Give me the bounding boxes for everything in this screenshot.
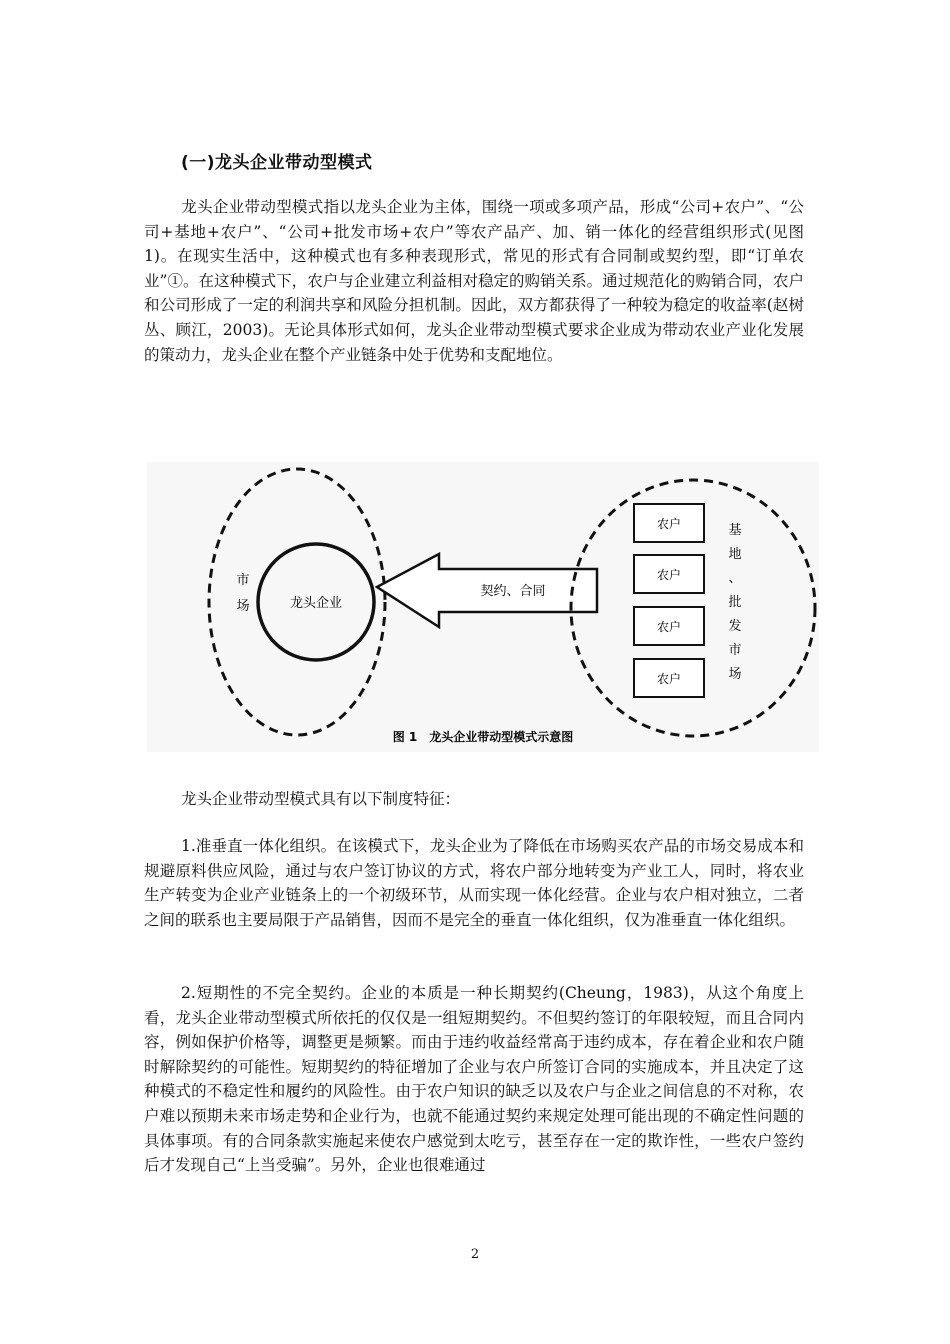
- feature-2-paragraph: [144, 981, 804, 1178]
- intro-paragraph-text: 龙头企业带动型模式指以龙头企业为主体，围绕一项或多项产品，形成“公司+农户”、“公司+基地+农户”、“公司+批发市场+农户”等农产品产、加、销一体化的经营组织形式(见图 1)。在现实生活中，这种模式也有多种表现形式，常见的形式有合同制或契约型，即“订单农业”①。在这种模式下，农户与企业建立利益相对稳定的购销关系。通过规范化的购销合同，农户和公司形成了一定的利润共享和风险分担机制。因此，双方都获得了一种较为稳定的收益率(赵树丛、顾江，2003)。无论具体形式如何，龙头企业带动型模式要求企业成为带动农业产业化发展的策动力，龙头企业在整个产业链条中处于优势和支配地位。: [144, 198, 804, 364]
- section-heading: (一)龙头企业带动型模式: [181, 153, 373, 173]
- farmer-box-2-label: 农户: [656, 568, 682, 582]
- base-label-char-4: 批: [728, 595, 742, 610]
- farmer-box-3-label: 农户: [656, 620, 682, 634]
- feature-2-text: 2.短期性的不完全契约。企业的本质是一种长期契约(Cheung，1983)，从这个角度上看，龙头企业带动型模式所依托的仅仅是一组短期契约。不但契约签订的年限较短，而且合同内容，例如保护价格等，调整更是频繁。而由于违约收益经常高于违约成本，存在着企业和农户随时解除契约的可能性。短期契约的特征增加了企业与农户所签订合同的实施成本，并且决定了这种模式的不稳定性和履约的风险性。由于农户知识的缺乏以及农户与企业之间信息的不对称，农户难以预期未来市场走势和企业行为，也就不能通过契约来规定处理可能出现的不确定性问题的具体事项。有的合同条款实施起来使农户感觉到太吃亏，甚至存在一定的欺诈性，一些农户签约后才发现自己“上当受骗”。另外，企业也很难通过: [144, 984, 804, 1175]
- market-label-top: 市: [236, 573, 250, 588]
- figure-1-diagram: [147, 462, 819, 752]
- farmer-box-1-label: 农户: [656, 517, 682, 531]
- base-label-char-1: 基: [728, 523, 742, 538]
- figure-caption: 图 1 龙头企业带动型模式示意图: [392, 730, 574, 744]
- feature-1-text: 1.准垂直一体化组织。在该模式下，龙头企业为了降低在市场购买农产品的市场交易成本和规避原料供应风险，通过与农户签订协议的方式，将农户部分地转变为产业工人，同时，将农业生产转变为企业产业链条上的一个初级环节，从而实现一体化经营。企业与农户相对独立，二者之间的联系也主要局限于产品销售，因而不是完全的垂直一体化组织，仅为准垂直一体化组织。: [144, 837, 804, 929]
- intro-paragraph: [144, 195, 804, 367]
- base-label-char-2: 地: [728, 547, 742, 562]
- base-label-char-5: 发: [728, 619, 742, 634]
- base-label-char-7: 场: [728, 667, 742, 682]
- enterprise-label: 龙头企业: [289, 596, 343, 611]
- arrow-label: 契约、合同: [480, 584, 546, 599]
- feature-1-paragraph: [144, 834, 804, 932]
- features-intro-paragraph: [144, 787, 804, 812]
- market-label-bottom: 场: [236, 599, 250, 614]
- farmer-box-4-label: 农户: [656, 672, 682, 686]
- base-label-char-3: 、: [728, 571, 742, 586]
- page-number: 2: [470, 1247, 480, 1262]
- base-label-char-6: 市: [728, 643, 742, 658]
- features-intro-text: 龙头企业带动型模式具有以下制度特征：: [181, 790, 461, 808]
